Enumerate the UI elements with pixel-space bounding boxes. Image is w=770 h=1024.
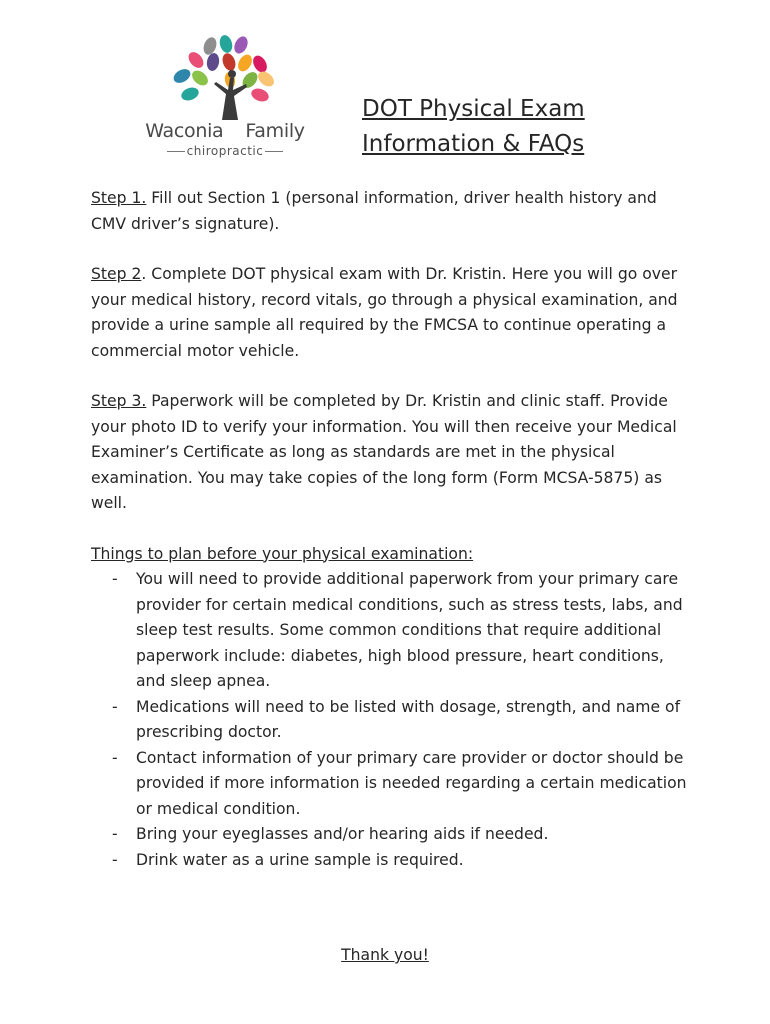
plan-heading: Things to plan before your physical examination: [91,544,474,563]
list-item: - Medications will need to be listed with dosage, strength, and name of prescribing doctor. [112,697,681,741]
list-item: - Drink water as a urine sample is required. [112,850,464,869]
plan-item-text: Bring your eyeglasses and/or hearing aids if needed. [136,825,549,843]
step-1-text: Fill out Section 1 (personal information, driver health history and CMV driver’s signature). [91,189,657,233]
leaf [186,49,207,71]
leaf [255,69,277,90]
leaf [189,68,211,89]
leaf [179,85,200,102]
thank-you-text: Thank you! [341,946,429,964]
list-item: - Contact information of your primary care provider or doctor should be provided if more information is needed regarding a certain medication or medical condition. [112,748,687,818]
tree-icon [130,32,320,122]
leaf [206,52,221,72]
list-item: - You will need to provide additional paperwork from your primary care provider for certain medical conditions, such as stress tests, labs, and sleep test results. Some common conditions that require additional paperwork include: diabetes, high blood pressure, heart conditions, and sleep apnea. [112,570,683,690]
leaf [218,34,234,54]
clinic-name-left: Waconia [145,120,224,142]
step-2 [91,262,691,364]
plan-item-text: Contact information of your primary care provider or doctor should be provided if more information is needed regarding a certain medication or medical condition. [136,748,687,818]
leaf [249,86,270,103]
title-line-1: DOT Physical Exam [362,96,585,122]
plan-item-text: Medications will need to be listed with dosage, strength, and name of prescribing doctor. [136,697,681,741]
leaf [220,51,237,72]
clinic-subtitle: chiropractic [130,144,320,158]
step-3-text: Paperwork will be completed by Dr. Kristin and clinic staff. Provide your photo ID to verify your information. You will then receive your Medical Examiner’s Certificate as long as standards are met in the physical examination. You may take copies of the long form (Form MCSA-5875) as well. [91,392,677,512]
list-item: - Bring your eyeglasses and/or hearing aids if needed. [112,825,549,843]
tree-head [228,70,236,78]
leaf [201,35,218,56]
step-3-label: Step 3. [91,392,147,410]
step-2-text: . Complete DOT physical exam with Dr. Kristin. Here you will go over your medical history, record vitals, go through a physical examination, and provide a urine sample all required by the FMCSA to continue operating a commercial motor vehicle. [91,265,678,360]
plan-item-text: You will need to provide additional paperwork from your primary care provider for certain medical conditions, such as stress tests, labs, and sleep test results. Some common conditions that require additional paperwork include: diabetes, high blood pressure, heart conditions, and sleep apnea. [136,570,683,690]
title-line-2: Information & FAQs [362,131,585,157]
step-3 [91,389,691,517]
clinic-logo [130,32,320,164]
leaf [250,53,269,75]
tree-trunk [214,78,247,120]
clinic-name [130,120,320,142]
leaf [232,34,250,55]
leaf [171,66,193,85]
step-2-label: Step 2 [91,265,142,283]
plan-list [91,567,691,873]
main-content [91,186,691,873]
leaf [235,52,254,74]
step-1 [91,186,691,237]
plan-item-text: Drink water as a urine sample is required. [136,850,464,869]
clinic-name-right: Family [245,120,305,142]
step-1-label: Step 1. [91,189,147,207]
page-title [362,92,662,162]
